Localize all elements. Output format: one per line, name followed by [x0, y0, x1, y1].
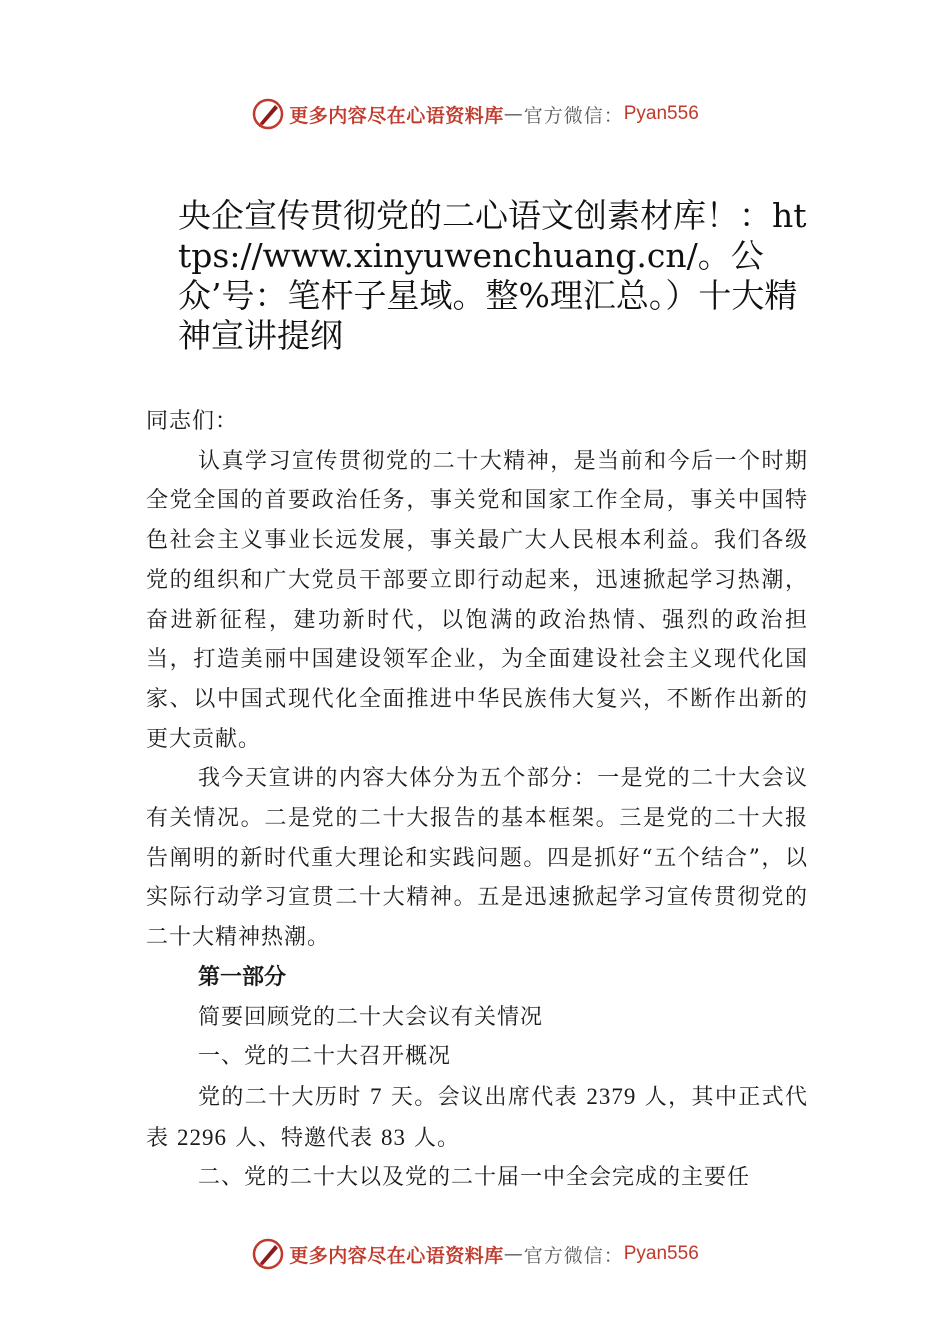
pen-logo-icon	[251, 97, 285, 131]
document-title: 央企宣传贯彻党的二心语文创素材库！：https://www.xinyuwenchuang.cn/。公众’号：笔杆子星域。整%理汇总。）十大精神宣讲提纲	[178, 196, 807, 355]
footer-banner	[0, 1234, 950, 1274]
part-subtitle: 简要回顾党的二十大会议有关情况	[198, 1004, 544, 1030]
pen-logo-icon	[251, 1237, 285, 1271]
document-body	[146, 402, 808, 1198]
header-banner	[0, 94, 950, 134]
banner-library-text: 更多内容尽在心语资料库	[289, 1244, 504, 1267]
banner-wechat-label: 官方微信：	[523, 1244, 624, 1267]
paragraph-3: 党的二十大历时 7 天。会议出席代表 2379 人，其中正式代表 2296 人、特邀代表 83 人。	[146, 1083, 808, 1151]
banner-wechat-id: Pyan556	[623, 1243, 699, 1264]
banner-library-text: 更多内容尽在心语资料库	[289, 104, 504, 127]
banner-wechat-id: Pyan556	[623, 103, 699, 124]
banner-dash: —	[503, 103, 524, 125]
paragraph-1: 认真学习宣传贯彻党的二十大精神，是当前和今后一个时期全党全国的首要政治任务，事关党和国家工作全局，事关中国特色社会主义事业长远发展，事关最广大人民根本利益。我们各级党的组织和广大党员干部要立即行动起来，迅速掀起学习热潮，奋进新征程，建功新时代，以饱满的政治热情、强烈的政治担当，打造美丽中国建设领军企业，为全面建设社会主义现代化国家、以中国式现代化全面推进中华民族伟大复兴，不断作出新的更大贡献。	[146, 448, 808, 752]
banner-dash: —	[503, 1243, 524, 1265]
banner-wechat-label: 官方微信：	[523, 104, 624, 127]
paragraph-2: 我今天宣讲的内容大体分为五个部分：一是党的二十大会议有关情况。二是党的二十大报告的基本框架。三是党的二十大报告阐明的新时代重大理论和实践问题。四是抓好“五个结合”，以实际行动学习宣贯二十大精神。五是迅速掀起学习宣传贯彻党的二十大精神热潮。	[146, 766, 808, 951]
section-heading-2: 二、党的二十大以及党的二十届一中全会完成的主要任	[198, 1165, 751, 1191]
section-heading-1: 一、党的二十大召开概况	[198, 1044, 452, 1070]
part-heading: 第一部分	[198, 964, 287, 990]
greeting: 同志们：	[146, 409, 239, 434]
